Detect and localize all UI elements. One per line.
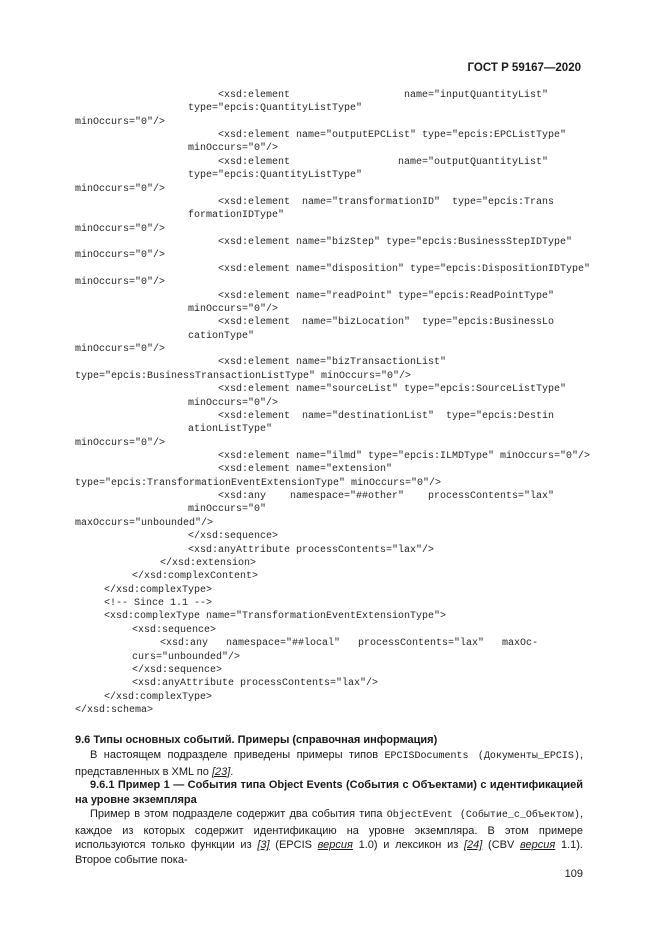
- code-line: </xsd:sequence>: [188, 531, 279, 543]
- text-run: Пример в этом подразделе содержит два события типа: [90, 808, 387, 820]
- code-line: type="epcis:TransformationEventExtensionType" minOccurs="0"/>: [75, 477, 442, 489]
- code-line: type="epcis:BusinessTransactionListType" minOccurs="0"/>: [75, 370, 412, 382]
- code-line: <xsd:element name="disposition" type="epcis:DispositionIDType": [218, 263, 591, 275]
- bibliography-link[interactable]: [23]: [211, 765, 231, 778]
- code-term: ObjectEvent (Событие_с_Объектом): [386, 810, 580, 821]
- code-line: <xsd:complexType name="TransformationEventExtensionType">: [104, 611, 447, 623]
- code-term: EPCISDocuments (Документы_EPCIS): [384, 751, 580, 762]
- code-line: curs="unbounded"/>: [132, 651, 241, 663]
- text-run: 1.0) и лексикон из: [352, 839, 464, 851]
- code-line: <xsd:any namespace="##local" processContents="lax" maxOc-: [160, 638, 539, 650]
- code-line: <xsd:element name="readPoint" type="epcis:ReadPointType": [218, 290, 555, 302]
- code-line: </xsd:complexType>: [104, 691, 213, 703]
- code-line: <xsd:element name="bizLocation" type="epcis:BusinessLo: [218, 317, 555, 329]
- code-line: type="epcis:QuantityListType": [188, 103, 363, 115]
- text-run: (EPCIS: [269, 839, 318, 851]
- version-link[interactable]: версия: [317, 839, 353, 851]
- code-line: <xsd:element name="bizTransactionList": [218, 357, 447, 369]
- code-line: <xsd:element name="destinationList" type="epcis:Destin: [218, 410, 555, 422]
- code-line: cationType": [188, 330, 255, 342]
- code-line: <xsd:element name="ilmd" type="epcis:ILMDType" minOccurs="0"/>: [218, 450, 591, 462]
- code-line: <xsd:element name="bizStep" type="epcis:BusinessStepIDType": [218, 237, 573, 249]
- code-line: type="epcis:QuantityListType": [188, 170, 363, 182]
- code-line: ationListType": [188, 424, 273, 436]
- subsection-paragraph: [75, 807, 583, 867]
- text-run: , представленных в XML по: [75, 749, 583, 778]
- code-line: minOccurs="0"/>: [188, 397, 279, 409]
- code-line: <xsd:element name="sourceList" type="epcis:SourceListType": [218, 384, 567, 396]
- code-line: minOccurs="0"/>: [188, 303, 279, 315]
- code-line: <xsd:element name="inputQuantityList": [218, 90, 549, 101]
- code-line: <xsd:element name="outputEPCList" type="epcis:EPCListType": [218, 130, 567, 142]
- code-line: <xsd:anyAttribute processContents="lax"/>: [188, 544, 435, 556]
- bibliography-link[interactable]: [3]: [257, 839, 270, 851]
- text-run: (CBV: [482, 839, 521, 851]
- code-line: minOccurs="0"/>: [75, 437, 166, 449]
- text-run: В настоящем подразделе приведены примеры типов: [90, 749, 385, 761]
- text-run: , каждое из которых содержит идентификацию на уровне экземпляра. В этом примере используются только функции из: [75, 808, 583, 851]
- code-line: </xsd:sequence>: [132, 664, 223, 676]
- section-heading: 9.6 Типы основных событий. Примеры (справочная информация): [75, 734, 438, 746]
- text-run: .: [230, 765, 234, 778]
- code-line: minOccurs="0"/>: [75, 223, 166, 235]
- code-line: minOccurs="0"/>: [75, 250, 166, 262]
- code-line: maxOccurs="unbounded"/>: [75, 517, 214, 529]
- code-line: minOccurs="0"/>: [75, 183, 166, 195]
- version-link[interactable]: версия: [520, 839, 556, 851]
- section-9-6: [75, 733, 583, 748]
- code-line: minOccurs="0"/>: [75, 277, 166, 289]
- code-line: minOccurs="0"/>: [188, 143, 279, 155]
- subsection-heading: 9.6.1 Пример 1 — События типа Object Events (События с Объектами) с идентификацией на уровне экземпляра: [75, 779, 583, 806]
- code-line: <xsd:element name="outputQuantityList": [218, 156, 549, 168]
- code-line: </xsd:complexType>: [104, 584, 213, 596]
- text-run: 1.1). Второе событие пока-: [75, 839, 583, 866]
- code-line: minOccurs="0"/>: [75, 116, 166, 128]
- code-line: <xsd:sequence>: [132, 624, 217, 636]
- bibliography-link[interactable]: [24]: [463, 839, 483, 851]
- code-line: <xsd:anyAttribute processContents="lax"/>: [132, 678, 379, 690]
- code-line: formationIDType": [188, 210, 285, 222]
- code-line: </xsd:extension>: [160, 557, 257, 569]
- code-line: <xsd:element name="extension": [218, 464, 393, 476]
- code-line: </xsd:complexContent>: [132, 571, 259, 583]
- code-line: </xsd:schema>: [75, 705, 154, 717]
- page-number: 109: [564, 868, 583, 880]
- code-line: minOccurs="0"/>: [75, 344, 166, 356]
- code-line: <!-- Since 1.1 -->: [104, 598, 213, 610]
- code-line: <xsd:any namespace="##other" processContents="lax": [218, 491, 555, 503]
- document-header: ГОСТ Р 59167—2020: [467, 62, 581, 74]
- code-line: minOccurs="0": [188, 504, 267, 516]
- code-line: <xsd:element name="transformationID" type="epcis:Trans: [218, 196, 555, 208]
- section-9-6-paragraph: [75, 748, 583, 779]
